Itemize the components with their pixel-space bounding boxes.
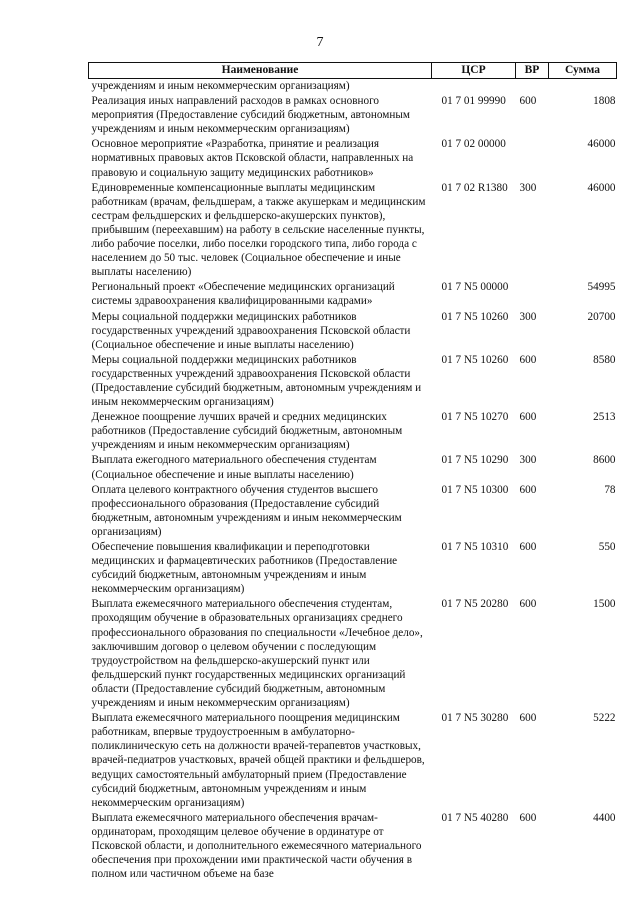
table-row [89, 482, 617, 539]
table-row [89, 309, 617, 352]
row-name: Меры социальной поддержки медицинских работников государственных учреждений здравоохранения Псковской области (Социальное обеспечение и иные выплаты населению) [91, 310, 411, 351]
row-vr [516, 136, 549, 179]
header-sum: Сумма [549, 63, 617, 79]
row-vr: 600 [519, 811, 537, 824]
header-name: Наименование [89, 63, 432, 79]
table-row [89, 710, 617, 810]
row-csr: 01 7 02 R1380 [441, 181, 508, 194]
row-sum: 54995 [587, 281, 616, 294]
table-row [89, 79, 617, 94]
row-name: Единовременные компенсационные выплаты медицинским работникам (врачам, фельдшерам, а также акушеркам и медицинским сестрам фельдшерских и фельдшерско-акушерских пунктов), прибывшим (переехавшим) на работу в сельские населенные пункты, либо рабочие поселки, либо поселки городского типа, либо города с населением до 50 тыс. человек (Социальное обеспечение и иные выплаты населению) [91, 181, 426, 279]
table-row [89, 810, 617, 881]
row-sum: 8600 [593, 454, 616, 467]
row-vr: 600 [519, 712, 537, 725]
header-vr: ВР [516, 63, 549, 79]
table-row [89, 352, 617, 409]
row-sum: 4400 [593, 811, 616, 824]
row-name: Денежное поощрение лучших врачей и средних медицинских работников (Предоставление субсидий бюджетным, автономным учреждениям и иным некоммерческим организациям) [91, 411, 403, 452]
row-sum: 5222 [593, 712, 616, 725]
row-sum: 1808 [593, 95, 616, 108]
row-csr: 01 7 01 99990 [441, 95, 506, 108]
row-csr: 01 7 N5 10270 [441, 411, 509, 424]
row-name: Региональный проект «Обеспечение медицинских организаций системы здравоохранения квалифицированными кадрами» [91, 281, 395, 308]
row-vr: 300 [519, 454, 537, 467]
table-row [89, 596, 617, 710]
row-vr: 300 [519, 310, 537, 323]
row-vr: 600 [519, 483, 537, 496]
row-vr: 600 [519, 411, 537, 424]
row-sum: 46000 [587, 181, 616, 194]
row-vr [516, 79, 549, 94]
row-name: Выплата ежемесячного материального поощрения медицинским работникам, впервые трудоустроенным в амбулаторно-поликлиническую сеть на должности врачей-терапевтов участковых, врачей-педиатров участковых, врачей общей практики и фельдшеров, ведущих самостоятельный амбулаторный прием (Предоставление субсидий бюджетным, автономным учреждениям и иным некоммерческим организациям) [91, 712, 425, 809]
row-csr: 01 7 02 00000 [441, 138, 506, 151]
table-row [89, 93, 617, 136]
table-row [89, 279, 617, 308]
row-name: Реализация иных направлений расходов в рамках основного мероприятия (Предоставление субсидий бюджетным, автономным учреждениям и иным некоммерческим организациям) [91, 95, 410, 136]
row-name: Выплата ежегодного материального обеспечения студентам (Социальное обеспечение и иные выплаты населению) [91, 454, 377, 481]
row-vr: 600 [519, 541, 537, 553]
page-number: 7 [316, 35, 324, 50]
row-csr: 01 7 N5 10290 [441, 454, 509, 467]
row-csr: 01 7 N5 20280 [441, 598, 509, 611]
table-body [89, 79, 617, 882]
row-name: Обеспечение повышения квалификации и переподготовки медицинских и фармацевтических работников (Предоставление субсидий бюджетным, автономным учреждениям и иным некоммерческим организациям) [91, 541, 398, 596]
row-name: Выплата ежемесячного материального обеспечения студентам, проходящим обучение в образовательных организациях среднего профессионального образования по специальности «Лечебное дело», заключившим договор о целевом обучении с последующим трудоустройством на фельдшерско-акушерский пункт или фельдшерский пункт государственных медицинских организаций области (Предоставление субсидий бюджетным, автономным учреждениям и иным некоммерческим организациям) [91, 598, 423, 710]
header-csr: ЦСР [432, 63, 516, 79]
row-vr: 600 [519, 95, 537, 108]
row-csr: 01 7 N5 00000 [441, 281, 509, 294]
row-sum [549, 79, 617, 94]
row-vr: 300 [519, 181, 537, 194]
row-sum: 20700 [587, 310, 616, 323]
row-vr: 600 [519, 598, 537, 611]
table-row [89, 539, 617, 596]
row-csr: 01 7 N5 10300 [441, 483, 509, 496]
row-sum: 1500 [593, 598, 616, 611]
row-sum: 46000 [587, 138, 616, 151]
row-csr: 01 7 N5 10260 [441, 353, 509, 366]
table-row [89, 180, 617, 280]
row-name: Основное мероприятие «Разработка, принятие и реализация нормативных правовых актов Псковской области, направленных на правовую и социальную защиту медицинских работников» [91, 138, 414, 179]
row-sum: 550 [598, 541, 616, 553]
table-header-row [89, 63, 617, 79]
table-row [89, 452, 617, 481]
row-name: учреждениям и иным некоммерческим организациям) [91, 80, 350, 92]
row-sum: 8580 [593, 353, 616, 366]
row-csr [432, 79, 516, 94]
row-vr: 600 [519, 353, 537, 366]
row-name: Выплата ежемесячного материального обеспечения врачам-ординаторам, проходящим целевое обучение в ординатуре от Псковской области, и дополнительного ежемесячного материального обеспечения при прохождении ими практической части обучения в полном или частичном объеме на базе [91, 811, 422, 881]
row-vr [516, 279, 549, 308]
table-row [89, 409, 617, 452]
row-csr: 01 7 N5 10310 [441, 541, 509, 553]
row-sum: 78 [604, 483, 616, 496]
row-csr: 01 7 N5 30280 [441, 712, 509, 725]
row-csr: 01 7 N5 40280 [441, 811, 509, 824]
budget-table [88, 62, 617, 881]
table-row [89, 136, 617, 179]
row-csr: 01 7 N5 10260 [441, 310, 509, 323]
row-name: Меры социальной поддержки медицинских работников государственных учреждений здравоохранения Псковской области (Предоставление субсидий бюджетным, автономным учреждениям и иным некоммерческим организациям) [91, 353, 422, 409]
row-name: Оплата целевого контрактного обучения студентов высшего профессионального образования (Предоставление субсидий бюджетным, автономным учреждениям и иным некоммерческим организациям) [91, 483, 402, 538]
row-sum: 2513 [593, 411, 616, 424]
